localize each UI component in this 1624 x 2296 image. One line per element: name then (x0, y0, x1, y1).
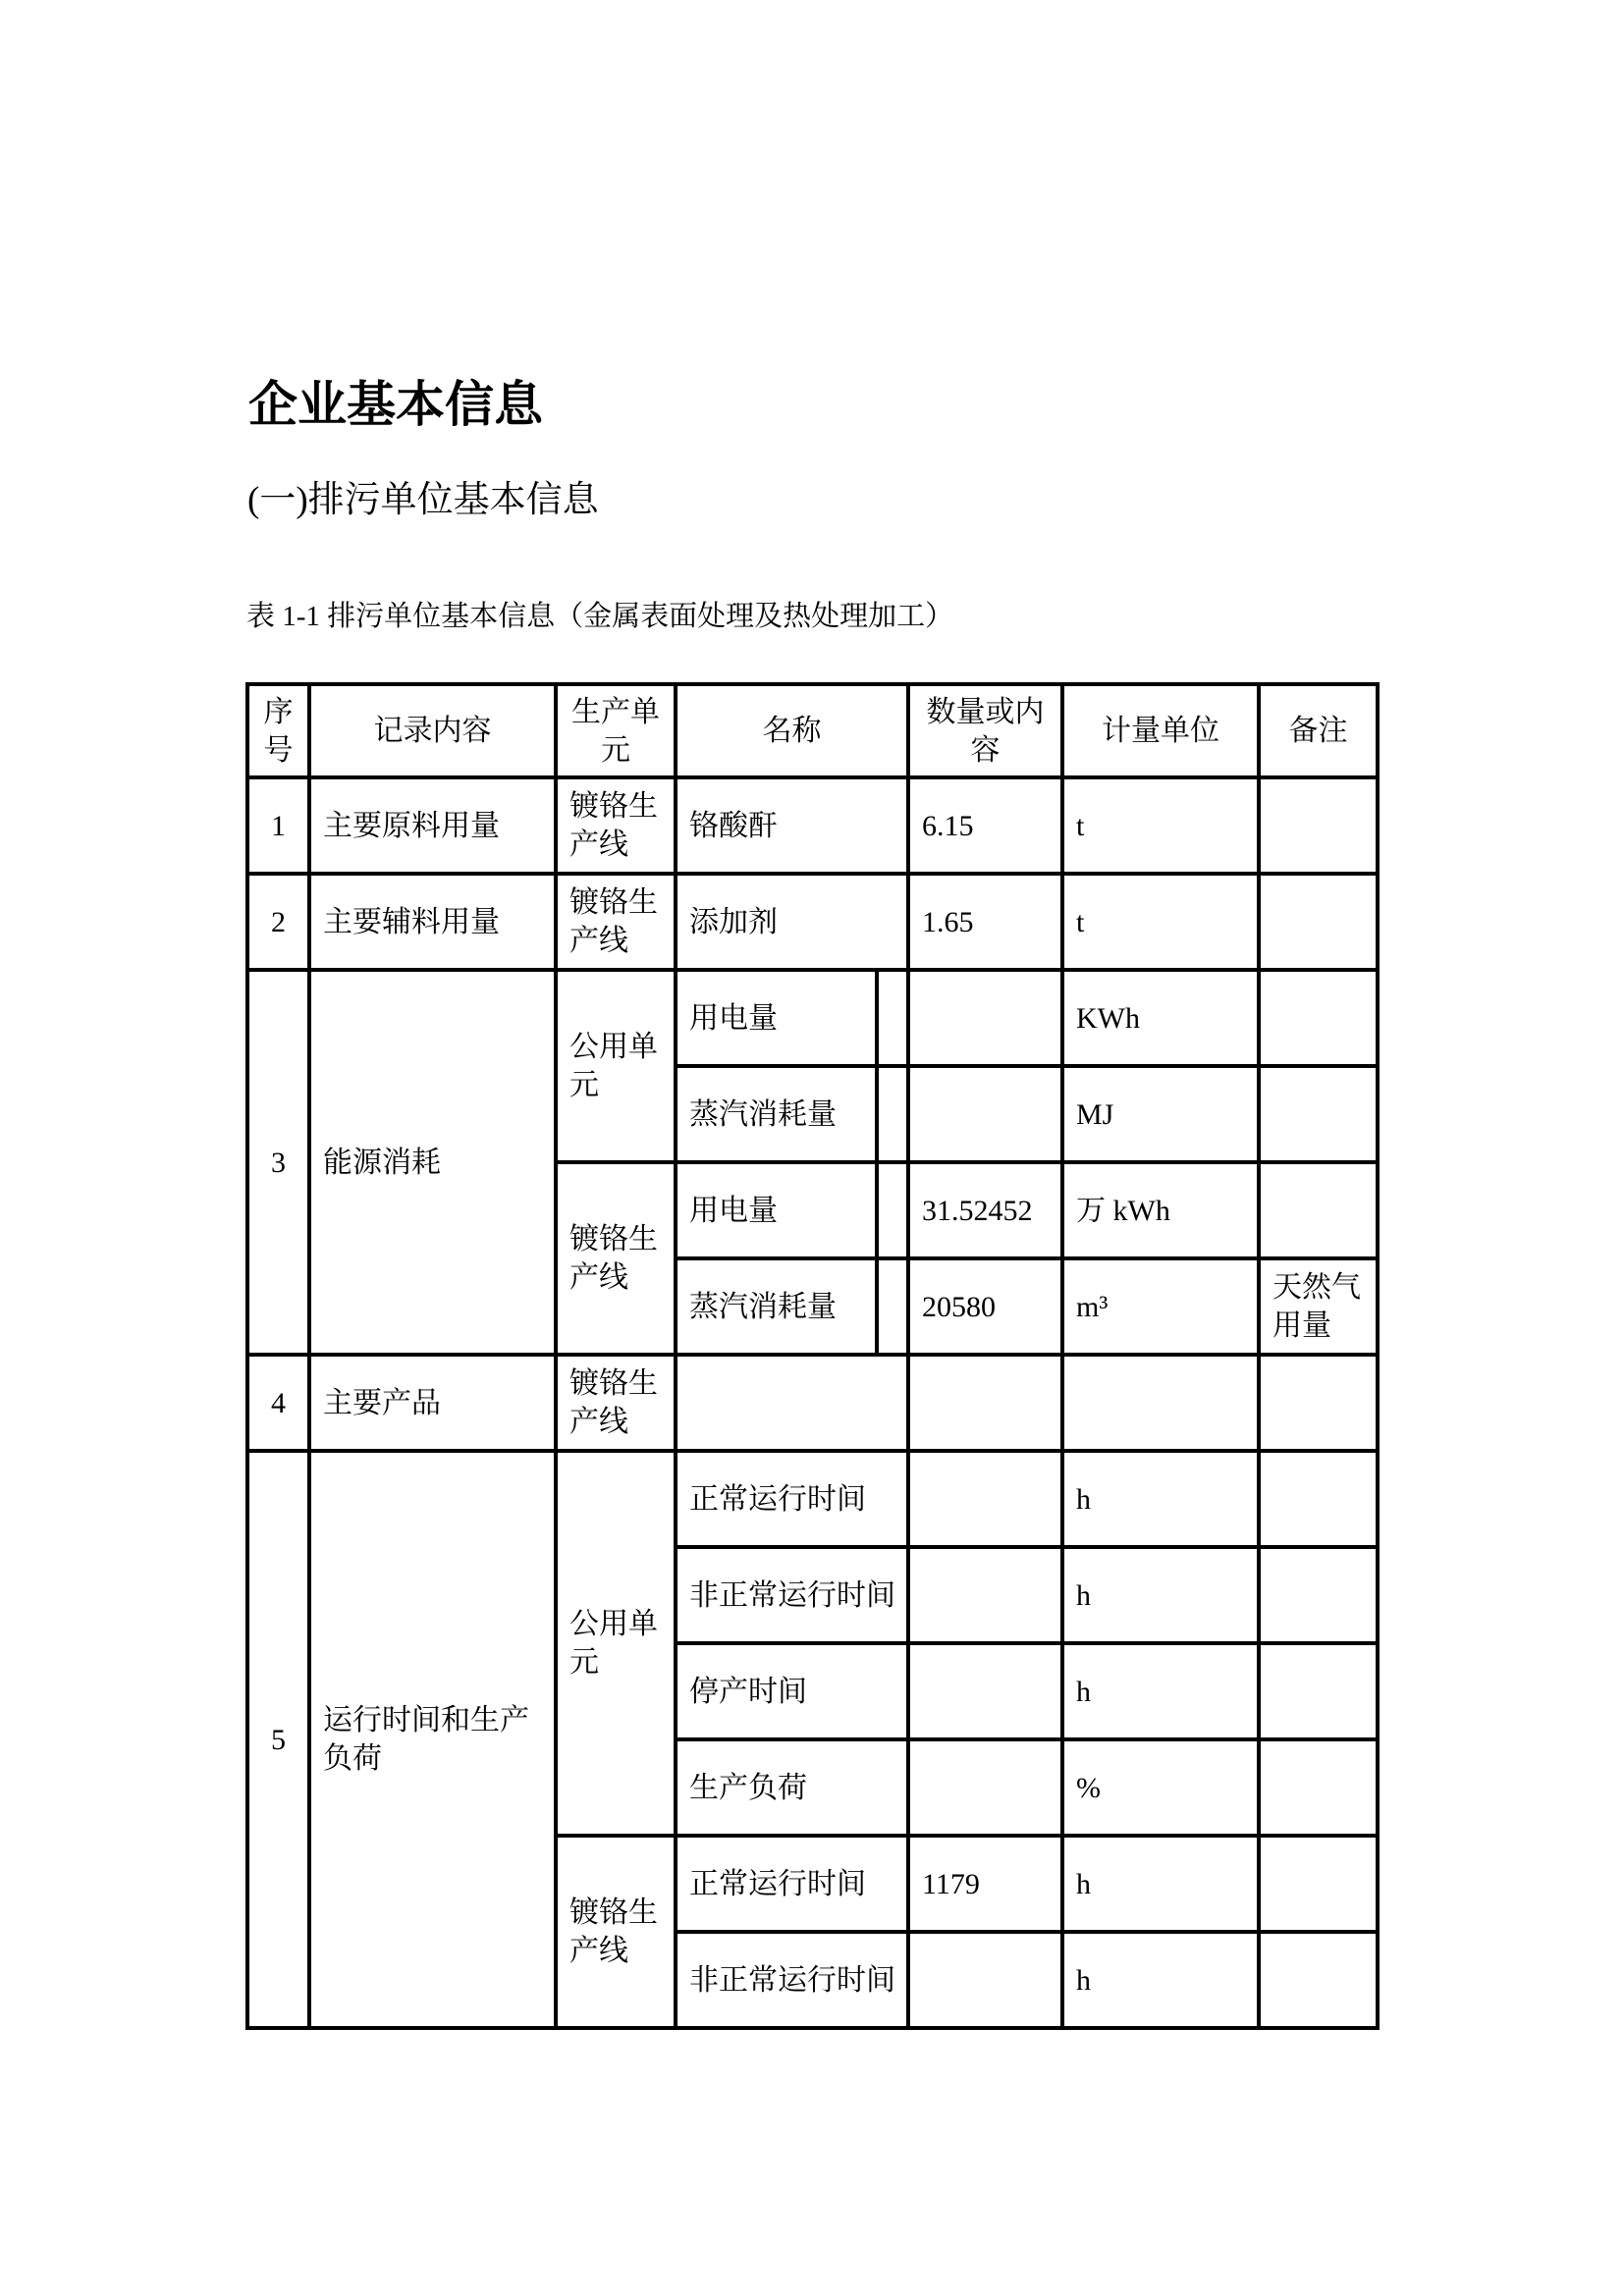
cell-name: 添加剂 (676, 874, 908, 970)
cell-measure-unit: h (1062, 1836, 1259, 1932)
cell-name: 用电量 (676, 1162, 877, 1258)
cell-name-spacer (877, 1258, 908, 1355)
cell-quantity (908, 1451, 1062, 1547)
table-row (247, 777, 1378, 874)
cell-measure-unit: h (1062, 1451, 1259, 1547)
cell-remark (1259, 777, 1378, 874)
cell-record-content: 主要原料用量 (309, 777, 556, 874)
cell-measure-unit: t (1062, 777, 1259, 874)
cell-record-content: 主要辅料用量 (309, 874, 556, 970)
header-cell-remark: 备注 (1259, 684, 1378, 777)
cell-serial: 2 (247, 874, 309, 970)
cell-remark (1259, 1739, 1378, 1836)
cell-name: 铬酸酐 (676, 777, 908, 874)
cell-quantity (908, 1739, 1062, 1836)
cell-serial: 3 (247, 970, 309, 1355)
cell-remark: 天然气用量 (1259, 1258, 1378, 1355)
cell-quantity: 1179 (908, 1836, 1062, 1932)
cell-measure-unit: h (1062, 1547, 1259, 1643)
cell-record-content: 主要产品 (309, 1355, 556, 1451)
cell-name: 正常运行时间 (676, 1836, 908, 1932)
cell-measure-unit (1062, 1355, 1259, 1451)
cell-quantity: 20580 (908, 1258, 1062, 1355)
cell-serial: 1 (247, 777, 309, 874)
cell-name: 蒸汽消耗量 (676, 1258, 877, 1355)
cell-remark (1259, 1355, 1378, 1451)
table-caption: 表 1-1 排污单位基本信息（金属表面处理及热处理加工） (246, 601, 954, 632)
page-title: 企业基本信息 (248, 377, 543, 432)
cell-record-content: 能源消耗 (309, 970, 556, 1355)
cell-quantity (908, 1066, 1062, 1162)
cell-quantity (908, 1355, 1062, 1451)
cell-measure-unit: h (1062, 1643, 1259, 1739)
cell-measure-unit: h (1062, 1932, 1259, 2028)
basic-info-table (245, 682, 1380, 2030)
header-cell-production-unit: 生产单元 (556, 684, 676, 777)
cell-quantity (908, 1643, 1062, 1739)
table-row (247, 874, 1378, 970)
cell-measure-unit: MJ (1062, 1066, 1259, 1162)
cell-name-spacer (877, 1066, 908, 1162)
header-cell-record-content: 记录内容 (309, 684, 556, 777)
cell-measure-unit: m³ (1062, 1258, 1259, 1355)
cell-remark (1259, 1643, 1378, 1739)
header-cell-name: 名称 (676, 684, 908, 777)
cell-remark (1259, 1547, 1378, 1643)
cell-production-unit: 镀铬生产线 (556, 777, 676, 874)
cell-quantity: 31.52452 (908, 1162, 1062, 1258)
cell-quantity: 1.65 (908, 874, 1062, 970)
cell-production-unit: 镀铬生产线 (556, 874, 676, 970)
cell-quantity (908, 1932, 1062, 2028)
cell-production-unit: 公用单元 (556, 1451, 676, 1836)
cell-production-unit: 镀铬生产线 (556, 1836, 676, 2028)
cell-record-content: 运行时间和生产负荷 (309, 1451, 556, 2028)
cell-measure-unit: 万 kWh (1062, 1162, 1259, 1258)
table-row (247, 1355, 1378, 1451)
table-row (247, 970, 1378, 1066)
cell-serial: 5 (247, 1451, 309, 2028)
cell-name-spacer (877, 1162, 908, 1258)
header-cell-serial: 序号 (247, 684, 309, 777)
cell-production-unit: 镀铬生产线 (556, 1355, 676, 1451)
cell-serial: 4 (247, 1355, 309, 1451)
cell-name: 非正常运行时间 (676, 1547, 908, 1643)
cell-remark (1259, 874, 1378, 970)
cell-production-unit: 镀铬生产线 (556, 1162, 676, 1355)
cell-quantity (908, 970, 1062, 1066)
cell-name (676, 1355, 908, 1451)
cell-name: 用电量 (676, 970, 877, 1066)
cell-remark (1259, 1066, 1378, 1162)
table-header-row (247, 684, 1378, 777)
section-heading: (一)排污单位基本信息 (247, 480, 599, 520)
header-cell-measure-unit: 计量单位 (1062, 684, 1259, 777)
header-cell-quantity: 数量或内容 (908, 684, 1062, 777)
cell-remark (1259, 970, 1378, 1066)
cell-name: 蒸汽消耗量 (676, 1066, 877, 1162)
cell-measure-unit: % (1062, 1739, 1259, 1836)
cell-remark (1259, 1451, 1378, 1547)
cell-name: 非正常运行时间 (676, 1932, 908, 2028)
cell-quantity: 6.15 (908, 777, 1062, 874)
cell-name: 正常运行时间 (676, 1451, 908, 1547)
cell-name-spacer (877, 970, 908, 1066)
cell-measure-unit: KWh (1062, 970, 1259, 1066)
cell-production-unit: 公用单元 (556, 970, 676, 1162)
cell-quantity (908, 1547, 1062, 1643)
cell-remark (1259, 1932, 1378, 2028)
cell-name: 生产负荷 (676, 1739, 908, 1836)
cell-remark (1259, 1162, 1378, 1258)
cell-name: 停产时间 (676, 1643, 908, 1739)
table-row (247, 1451, 1378, 1547)
cell-measure-unit: t (1062, 874, 1259, 970)
cell-remark (1259, 1836, 1378, 1932)
